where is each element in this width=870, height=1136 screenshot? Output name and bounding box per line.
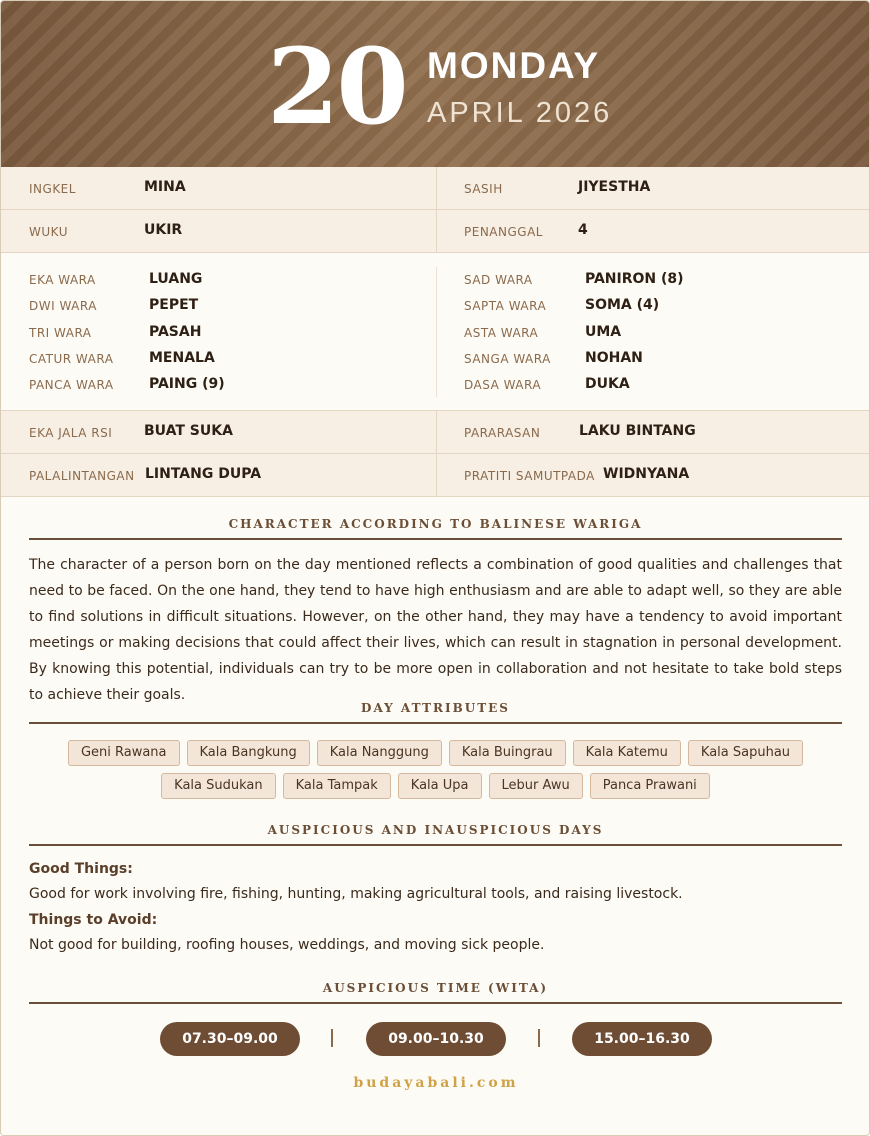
sanga-wara-value: NOHAN (585, 350, 643, 366)
panca-wara-label: PANCA WARA (29, 378, 114, 392)
tri-wara-label: TRI WARA (29, 326, 92, 340)
good-things-label: Good Things: (29, 861, 133, 877)
pratiti-samutpada-value: WIDNYANA (603, 466, 690, 482)
asta-wara-label: ASTA WARA (464, 326, 539, 340)
attributes-title: DAY ATTRIBUTES (361, 701, 510, 715)
sapta-wara-label: SAPTA WARA (464, 299, 547, 313)
panca-wara-value: PAING (9) (149, 376, 225, 392)
wuku-value: UKIR (144, 222, 183, 238)
attributes-rule (29, 722, 842, 724)
penanggal-label: PENANGGAL (464, 225, 543, 239)
attribute-chip: Geni Rawana (68, 740, 180, 766)
time-rule (29, 1002, 842, 1004)
time-separator (331, 1029, 333, 1047)
date-header (1, 1, 870, 167)
info-row-wuku (1, 210, 870, 253)
dwi-wara-label: DWI WARA (29, 299, 97, 313)
character-title: CHARACTER ACCORDING TO BALINESE WARIGA (228, 517, 643, 531)
wuku-label: WUKU (29, 225, 68, 239)
tri-wara-value: PASAH (149, 324, 202, 340)
character-text: The character of a person born on the day mentioned reflects a combination of good qualities and challenges that need to be faced. On the one hand, they tend to have high enthusiasm and are able to adapt well, so they are able to find solutions in difficult situations. However, on the other hand, they may have a tendency to avoid important meetings or making decisions that could affect their lives, which can result in stagnation in personal development. By knowing this potential, individuals can try to be more open in collaboration and not hesitate to take bold steps to achieve their goals. (29, 557, 842, 703)
days-rule (29, 844, 842, 846)
attribute-chip: Kala Nanggung (317, 740, 442, 766)
penanggal-value: 4 (578, 222, 588, 238)
good-things-text: Good for work involving fire, fishing, hunting, making agricultural tools, and raising livestock. (29, 886, 683, 902)
dasa-wara-label: DASA WARA (464, 378, 542, 392)
time-slot-2: 09.00–10.30 (366, 1022, 506, 1056)
wara-divider (436, 267, 437, 397)
time-slot-3: 15.00–16.30 (572, 1022, 712, 1056)
info-row-palalintangan (1, 454, 870, 497)
palalintangan-label: PALALINTANGAN (29, 469, 135, 483)
palalintangan-value: LINTANG DUPA (145, 466, 262, 482)
eka-wara-label: EKA WARA (29, 273, 96, 287)
ingkel-value: MINA (144, 179, 186, 195)
attribute-chip: Lebur Awu (489, 773, 583, 799)
attribute-chip: Panca Prawani (590, 773, 710, 799)
day-name: MONDAY (427, 45, 601, 86)
pararasan-label: PARARASAN (464, 426, 541, 440)
dasa-wara-value: DUKA (585, 376, 630, 392)
eka-wara-value: LUANG (149, 271, 203, 287)
sad-wara-value: PANIRON (8) (585, 271, 684, 287)
site-footer: budayabali.com (353, 1075, 519, 1091)
eka-jala-rsi-value: BUAT SUKA (144, 423, 233, 439)
pratiti-samutpada-label: PRATITI SAMUTPADA (464, 469, 595, 483)
attribute-chip: Kala Sudukan (161, 773, 275, 799)
things-to-avoid-label: Things to Avoid: (29, 912, 158, 928)
time-separator (538, 1029, 540, 1047)
things-to-avoid-text: Not good for building, roofing houses, weddings, and moving sick people. (29, 937, 545, 953)
attribute-chip: Kala Buingrau (449, 740, 566, 766)
time-title: AUSPICIOUS TIME (WITA) (322, 981, 549, 995)
attribute-chip: Kala Katemu (573, 740, 681, 766)
day-number: 20 (267, 25, 406, 148)
sapta-wara-value: SOMA (4) (585, 297, 660, 313)
character-rule (29, 538, 842, 540)
attribute-chip: Kala Bangkung (187, 740, 310, 766)
attribute-chip: Kala Tampak (283, 773, 391, 799)
attribute-chip: Kala Sapuhau (688, 740, 803, 766)
ingkel-label: INGKEL (29, 182, 76, 196)
time-slot-1: 07.30–09.00 (160, 1022, 300, 1056)
sasih-value: JIYESTHA (578, 179, 651, 195)
sasih-label: SASIH (464, 182, 503, 196)
sad-wara-label: SAD WARA (464, 273, 533, 287)
catur-wara-label: CATUR WARA (29, 352, 114, 366)
month-year: APRIL 2026 (427, 97, 613, 129)
info-row-eka-jala-rsi (1, 411, 870, 454)
days-title: AUSPICIOUS AND INAUSPICIOUS DAYS (267, 823, 604, 837)
sanga-wara-label: SANGA WARA (464, 352, 551, 366)
pararasan-value: LAKU BINTANG (579, 423, 696, 439)
eka-jala-rsi-label: EKA JALA RSI (29, 426, 113, 440)
wara-grid (1, 253, 870, 411)
attribute-chips (29, 740, 842, 799)
dwi-wara-value: PEPET (149, 297, 199, 313)
attribute-chip: Kala Upa (398, 773, 482, 799)
asta-wara-value: UMA (585, 324, 622, 340)
info-row-ingkel (1, 167, 870, 210)
catur-wara-value: MENALA (149, 350, 215, 366)
